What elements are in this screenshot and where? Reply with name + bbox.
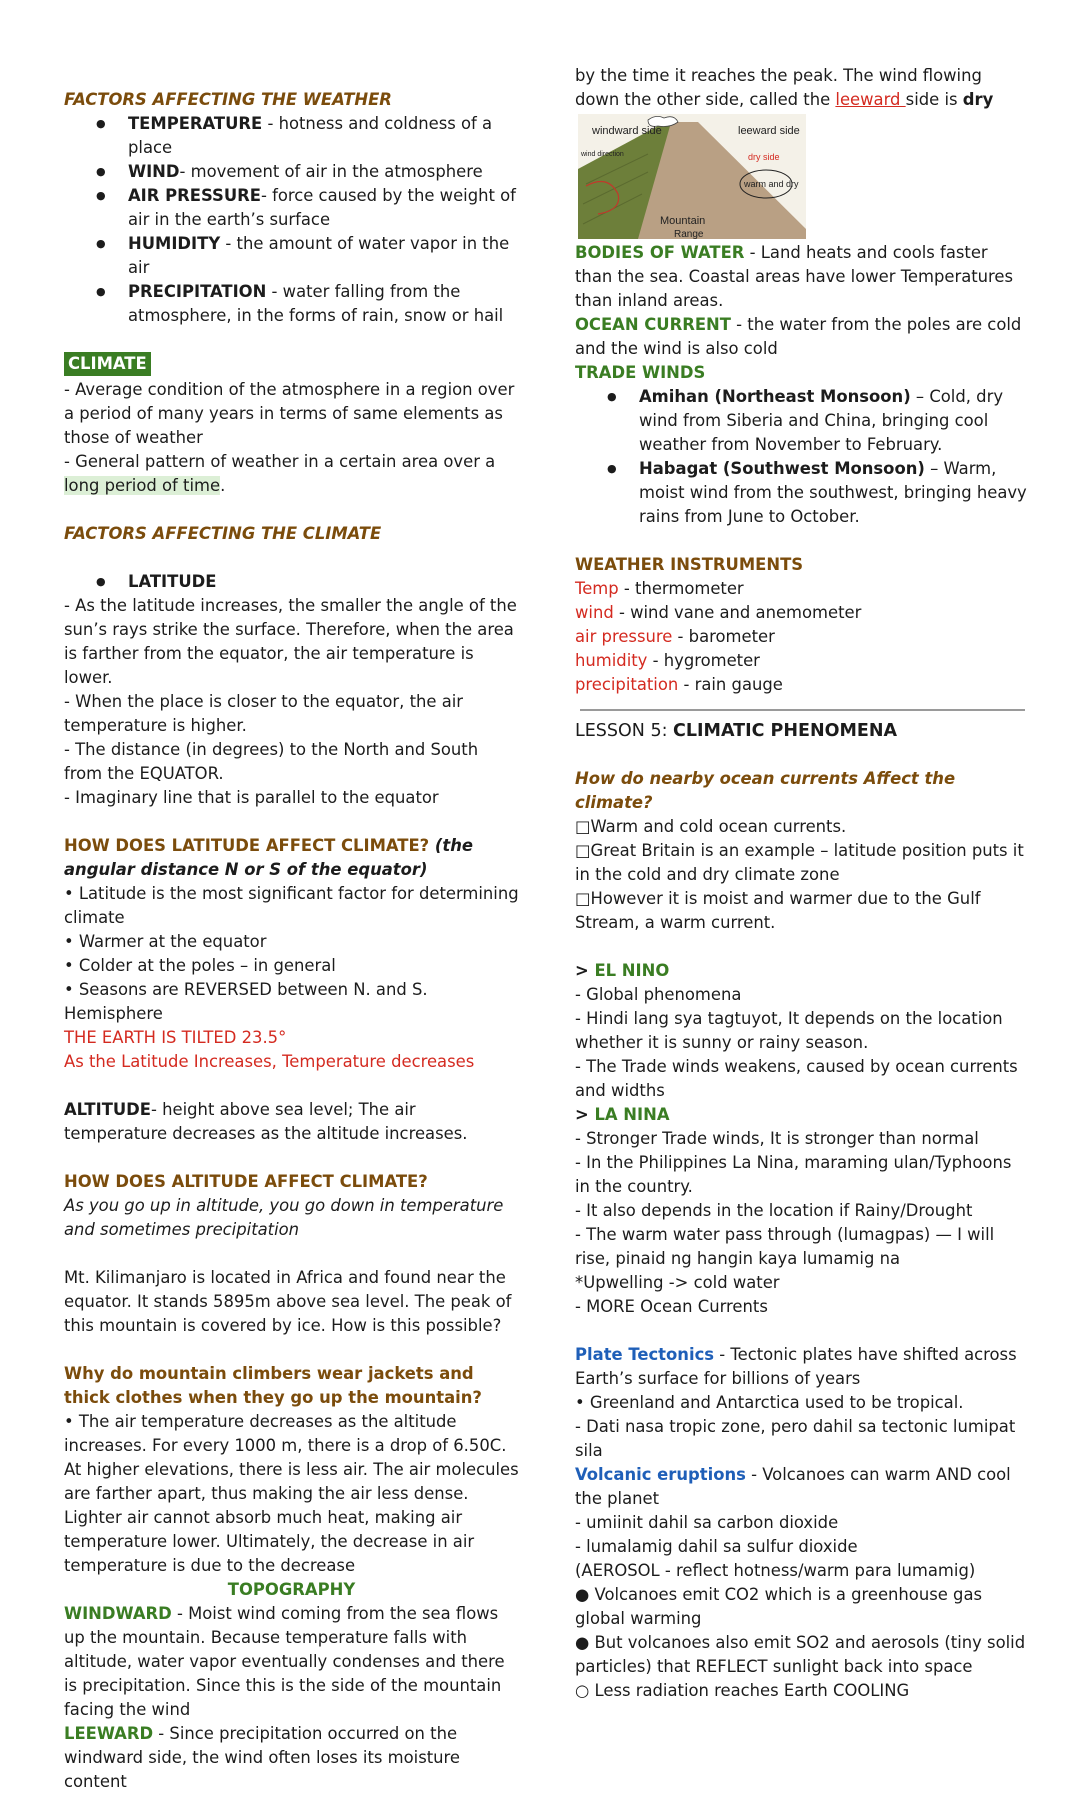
definition: – Warm, moist wind from the southwest, bringing heavy rains from June to October. (639, 459, 1027, 526)
windward-side-label: windward side (592, 125, 662, 137)
latitude-line: - As the latitude increases, the smaller the angle of the sun’s rays strike the surface. Therefore, when the area is farther from the equator, the air temperature is lower. (64, 596, 517, 687)
term: LATITUDE (128, 572, 217, 591)
term: PRECIPITATION (128, 282, 267, 301)
definition: – Cold, dry wind from Siberia and China, bringing cool weather from November to February. (639, 387, 1004, 454)
windward-definition (64, 1602, 519, 1722)
instrument-name: humidity (575, 651, 648, 670)
altitude-answer: As you go up in altitude, you go down in temperature and sometimes precipitation (64, 1196, 504, 1239)
instrument-tool: - hygrometer (647, 651, 760, 670)
climate-badge: CLIMATE (64, 352, 151, 376)
heading-text: EL NINO (594, 961, 670, 980)
latitude-line: - Imaginary line that is parallel to the equator (64, 788, 439, 807)
mountain-label: Mountain (660, 215, 706, 227)
point-marker: □ (575, 817, 591, 836)
ocean-current (575, 313, 1030, 361)
el-nino-point: - The Trade winds weakens, caused by ocean currents and widths (575, 1057, 1018, 1100)
la-nina-point: - In the Philippines La Nina, maraming ulan/Typhoons in the country. (575, 1153, 1012, 1196)
highlighted-text: long period of time (64, 476, 221, 495)
section-divider (580, 709, 1025, 711)
term: TEMPERATURE (128, 114, 263, 133)
definition: - the amount of water vapor in the air (128, 234, 510, 277)
latitude-point: • Seasons are REVERSED between N. and S. Hemisphere (64, 980, 428, 1023)
text: by the time it reaches the peak. The wind flowing down the other side, called the (575, 66, 982, 109)
term: WIND (128, 162, 180, 181)
latitude-line: - The distance (in degrees) to the North and South from the EQUATOR. (64, 740, 479, 783)
leeward-definition (64, 1722, 519, 1794)
topography-heading: TOPOGRAPHY (227, 1580, 356, 1599)
list-item (128, 160, 519, 184)
trade-winds-heading: TRADE WINDS (575, 363, 706, 382)
plate-point: • Greenland and Antarctica used to be tropical. (575, 1393, 964, 1412)
ocean-point (575, 839, 1030, 887)
right-column (575, 64, 1030, 1703)
text: . (220, 476, 226, 495)
volcanic-point: - lumalamig dahil sa sulfur dioxide (575, 1537, 858, 1556)
altitude-question: HOW DOES ALTITUDE AFFECT CLIMATE? (64, 1172, 428, 1191)
arrow-marker: > (575, 1105, 595, 1124)
definition: - height above sea level; The air temperature decreases as the altitude increases. (64, 1100, 468, 1143)
definition: - Tectonic plates have shifted across Earth’s surface for billions of years (575, 1345, 1017, 1388)
wind-direction-label: wind direction (581, 151, 624, 158)
trade-winds-list (575, 385, 1030, 529)
text: - General pattern of weather in a certain area over a (64, 452, 496, 471)
term: HUMIDITY (128, 234, 221, 253)
point-text: Warm and cold ocean currents. (590, 817, 847, 836)
term: ALTITUDE (64, 1100, 151, 1119)
term: AIR PRESSURE (128, 186, 261, 205)
leeward-side-label: leeward side (738, 125, 800, 137)
instrument-tool: - wind vane and anemometer (613, 603, 862, 622)
definition: - Land heats and cools faster than the sea. Coastal areas have lower Temperatures than inland areas. (575, 243, 1014, 310)
climate-definition-2 (64, 450, 519, 498)
point-marker: □ (575, 889, 591, 908)
la-nina-point: - The warm water pass through (lumagpas) — I will rise, pinaid ng hangin kaya lumamig na (575, 1225, 995, 1268)
bodies-of-water (575, 241, 1030, 313)
climbers-question: Why do mountain climbers wear jackets and thick clothes when they go up the mountain? (64, 1364, 482, 1407)
heading-text: LA NINA (594, 1105, 670, 1124)
kilimanjaro-text: Mt. Kilimanjaro is located in Africa and found near the equator. It stands 5895m above sea level. The peak of this mountain is covered by ice. How is this possible? (64, 1268, 512, 1335)
instrument-name: air pressure (575, 627, 673, 646)
arrow-marker: > (575, 961, 595, 980)
list-item (128, 232, 519, 280)
volcanic-point: ● But volcanoes also emit SO2 and aerosols (tiny solid particles) that REFLECT sunlight back into space (575, 1633, 1026, 1676)
definition: - Since precipitation occurred on the windward side, the wind often loses its moisture content (64, 1724, 461, 1791)
instruments-heading: WEATHER INSTRUMENTS (575, 555, 804, 574)
term: OCEAN CURRENT (575, 315, 731, 334)
instrument-name: precipitation (575, 675, 679, 694)
la-nina-point: - Stronger Trade winds, It is stronger than normal (575, 1129, 979, 1148)
leeward-word: leeward (835, 90, 906, 109)
volcanic-eruptions (575, 1463, 1030, 1511)
latitude-line: - When the place is closer to the equator, the air temperature is higher. (64, 692, 464, 735)
factors-climate-heading: FACTORS AFFECTING THE CLIMATE (64, 524, 382, 543)
factors-weather-heading: FACTORS AFFECTING THE WEATHER (64, 90, 392, 109)
instrument-name: Temp (575, 579, 619, 598)
ocean-point (575, 887, 1030, 935)
plate-point: - Dati nasa tropic zone, pero dahil sa tectonic lumipat sila (575, 1417, 1016, 1460)
instrument-name: wind (575, 603, 614, 622)
range-label: Range (674, 229, 704, 239)
la-nina-point: - It also depends in the location if Rainy/Drought (575, 1201, 973, 1220)
term: Habagat (Southwest Monsoon) (639, 459, 925, 478)
left-column (64, 64, 519, 1794)
list-item (639, 457, 1030, 529)
volcanic-point: ○ Less radiation reaches Earth COOLING (575, 1681, 910, 1700)
warm-dry-label: warm and dry (744, 179, 799, 189)
point-text: However it is moist and warmer due to the Gulf Stream, a warm current. (575, 889, 981, 932)
lesson-prefix: LESSON 5: (575, 721, 674, 741)
definition: - Volcanoes can warm AND cool the planet (575, 1465, 1011, 1508)
dry-word: dry (962, 90, 994, 109)
question: HOW DOES LATITUDE AFFECT CLIMATE? (64, 836, 430, 855)
definition: - hotness and coldness of a place (128, 114, 493, 157)
ocean-currents-question: How do nearby ocean currents Affect the climate? (575, 769, 956, 812)
latitude-point: • Latitude is the most significant factor for determining climate (64, 884, 519, 927)
instrument-tool: - thermometer (618, 579, 744, 598)
volcanic-point: (AEROSOL - reflect hotness/warm para lumamig) (575, 1561, 976, 1580)
climbers-answer: • The air temperature decreases as the altitude increases. For every 1000 m, there is a drop of 6.50C. At higher elevations, there is less air. The air molecules are farther apart, thus making the air less dense. Lighter air cannot absorb much heat, making air temperature lower. Ultimately, the decrease in air temperature is due to the decrease (64, 1412, 519, 1575)
la-nina-point: *Upwelling -> cold water (575, 1273, 780, 1292)
latitude-point: • Colder at the poles – in general (64, 956, 336, 975)
term: WINDWARD (64, 1604, 172, 1623)
term: Volcanic eruptions (575, 1465, 746, 1484)
list-item (128, 184, 519, 232)
latitude-temp-note: As the Latitude Increases, Temperature decreases (64, 1052, 475, 1071)
term: Plate Tectonics (575, 1345, 715, 1364)
list-item (639, 385, 1030, 457)
instrument-row (575, 673, 1030, 697)
plate-tectonics (575, 1343, 1030, 1391)
point-text: Great Britain is an example – latitude position puts it in the cold and dry climate zone (575, 841, 1024, 884)
la-nina-point: - MORE Ocean Currents (575, 1297, 768, 1316)
mountain-range-figure (578, 114, 806, 239)
volcanic-point: ● Volcanoes emit CO2 which is a greenhouse gas global warming (575, 1585, 983, 1628)
term: Amihan (Northeast Monsoon) (639, 387, 911, 406)
term: BODIES OF WATER (575, 243, 745, 262)
el-nino-point: - Hindi lang sya tagtuyot, It depends on the location whether it is sunny or rainy season. (575, 1009, 1003, 1052)
lesson-heading (575, 719, 1030, 743)
list-item (128, 570, 519, 594)
definition: - movement of air in the atmosphere (179, 162, 483, 181)
el-nino-point: - Global phenomena (575, 985, 742, 1004)
el-nino-heading (575, 959, 1030, 983)
weather-factors-list (64, 112, 519, 328)
list-item (128, 280, 519, 328)
leeward-continuation (575, 64, 1030, 112)
instrument-row (575, 601, 1030, 625)
latitude-point: • Warmer at the equator (64, 932, 267, 951)
lesson-title: CLIMATIC PHENOMENA (673, 721, 898, 741)
instrument-row (575, 625, 1030, 649)
instrument-row (575, 649, 1030, 673)
definition: - Moist wind coming from the sea flows up the mountain. Because temperature falls with altitude, water vapor eventually condenses and there is precipitation. Since this is the side of the mountain facing the wind (64, 1604, 505, 1719)
instrument-tool: - rain gauge (678, 675, 783, 694)
definition: - the water from the poles are cold and the wind is also cold (575, 315, 1022, 358)
altitude-definition (64, 1098, 519, 1146)
list-item (128, 112, 519, 160)
tilt-note: THE EARTH IS TILTED 23.5° (64, 1028, 287, 1047)
instrument-row (575, 577, 1030, 601)
term: LEEWARD (64, 1724, 154, 1743)
definition: - water falling from the atmosphere, in the forms of rain, snow or hail (128, 282, 504, 325)
dry-side-label: dry side (748, 152, 780, 162)
volcanic-point: - umiinit dahil sa carbon dioxide (575, 1513, 839, 1532)
instrument-tool: - barometer (672, 627, 775, 646)
latitude-bullet (64, 570, 519, 594)
question-sub: (the angular distance N or S of the equator) (64, 836, 474, 879)
definition: - force caused by the weight of air in the earth’s surface (128, 186, 516, 229)
text: side is (905, 90, 963, 109)
la-nina-heading (575, 1103, 1030, 1127)
point-marker: □ (575, 841, 591, 860)
ocean-point (575, 815, 1030, 839)
climate-definition: - Average condition of the atmosphere in a region over a period of many years in terms of same elements as those of weather (64, 380, 515, 447)
latitude-question (64, 834, 519, 882)
